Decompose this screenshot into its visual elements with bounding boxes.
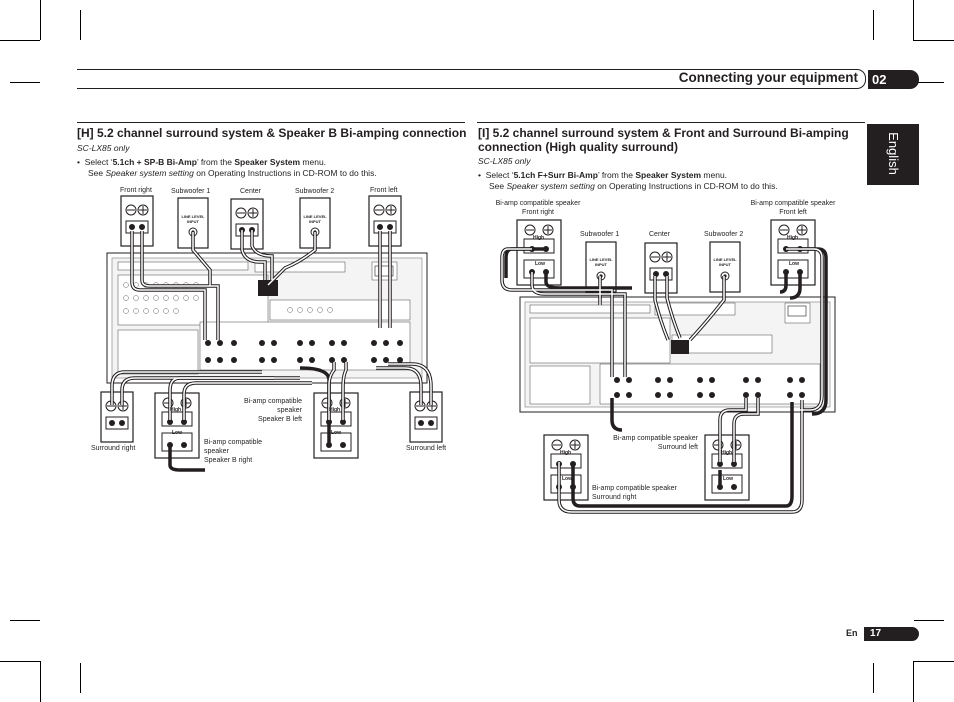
- surround-right-label: Surround right: [91, 445, 136, 452]
- high-label: High: [721, 450, 733, 456]
- text: LINE LEVEL: [181, 214, 205, 219]
- text: Surround right: [592, 494, 637, 501]
- text: speaker: [277, 407, 302, 414]
- front-right-speaker: [121, 196, 153, 246]
- subwoofer-1-label: Subwoofer 1: [580, 231, 620, 238]
- subwoofer-2-label: Subwoofer 2: [295, 188, 335, 195]
- text: menu.: [300, 157, 327, 167]
- text: Surround left: [657, 444, 698, 451]
- high-label: High: [560, 450, 572, 456]
- footer-language: En: [846, 628, 858, 638]
- surround-left-label: Surround left: [406, 445, 447, 452]
- text: Front right: [522, 209, 554, 216]
- low-label: Low: [331, 430, 341, 436]
- surround-right-speaker: [101, 392, 133, 442]
- section-i-model: SC-LX85 only: [478, 156, 531, 166]
- center-speaker: [645, 243, 677, 293]
- line-level-label: [181, 214, 205, 224]
- low-label: Low: [789, 261, 799, 267]
- section-i-title-1: [I] 5.2 channel surround system & Front and Surround Bi-amping: [478, 126, 849, 140]
- front-right-biamp: [517, 220, 561, 285]
- menu-option: 5.1ch F+Surr Bi-Amp: [513, 170, 598, 180]
- low-label: Low: [723, 476, 733, 482]
- center-label: Center: [649, 231, 671, 238]
- surround-left-label: [600, 434, 698, 452]
- front-left-biamp: [771, 220, 815, 285]
- line-level-label: [713, 257, 737, 267]
- text: Bi-amp compatible speaker: [613, 435, 698, 442]
- section-h-model: SC-LX85 only: [77, 143, 130, 153]
- high-label: High: [329, 407, 341, 413]
- speaker-b-left-biamp: [314, 393, 358, 458]
- low-label: Low: [172, 430, 182, 436]
- text: ’ from the: [597, 170, 636, 180]
- surround-left-speaker: [410, 392, 442, 442]
- low-label: Low: [562, 476, 572, 482]
- language-label: English: [886, 132, 901, 175]
- high-label: High: [533, 235, 545, 241]
- speaker-b-left-label: [238, 397, 302, 424]
- center-speaker: [231, 199, 263, 249]
- line-level-label: [303, 214, 327, 224]
- speaker-b-right-label: [204, 438, 274, 465]
- surround-left-biamp: [705, 435, 749, 500]
- text: Bi-amp compatible speaker: [750, 200, 836, 207]
- text: Speaker B right: [204, 457, 253, 464]
- bullet: •: [77, 157, 85, 167]
- front-right-label: [490, 199, 586, 217]
- text: Speaker B left: [258, 416, 302, 423]
- high-label: High: [787, 235, 799, 241]
- high-label: High: [170, 407, 182, 413]
- menu-name: Speaker System: [635, 170, 702, 180]
- page-title: Connecting your equipment: [678, 70, 858, 85]
- text: Bi-amp compatible: [244, 398, 302, 405]
- center-label: Center: [240, 188, 262, 195]
- front-right-label: Front right: [120, 187, 152, 194]
- section-i-title-2: connection (High quality surround): [478, 140, 678, 154]
- text: Bi-amp compatible: [204, 439, 262, 446]
- section-h-title: [H] 5.2 channel surround system & Speaker B Bi-amping connection: [77, 126, 467, 140]
- text: LINE LEVEL: [303, 214, 327, 219]
- subwoofer-1-label: Subwoofer 1: [171, 188, 211, 195]
- reference: Speaker system setting: [105, 168, 194, 178]
- text: LINE LEVEL: [713, 257, 737, 262]
- text: LINE LEVEL: [589, 257, 613, 262]
- bullet: •: [478, 170, 486, 180]
- text: INPUT: [187, 219, 199, 224]
- front-left-label: Front left: [370, 187, 398, 194]
- text: INPUT: [309, 219, 321, 224]
- line-level-label: [589, 257, 613, 267]
- text: Select ‘: [84, 157, 113, 167]
- text: See: [489, 181, 507, 191]
- text: Bi-amp compatible speaker: [495, 200, 581, 207]
- surround-right-biamp: [544, 435, 588, 500]
- text: speaker: [204, 448, 229, 455]
- front-left-speaker: [369, 196, 401, 246]
- text: INPUT: [595, 262, 607, 267]
- speaker-b-right-biamp: [155, 393, 199, 458]
- menu-option: 5.1ch + SP-B Bi-Amp: [112, 157, 197, 167]
- surround-right-label: [592, 484, 692, 502]
- reference: Speaker system setting: [506, 181, 595, 191]
- chapter-number: 02: [868, 70, 919, 89]
- front-left-label: [745, 199, 841, 217]
- text: Front left: [779, 209, 807, 216]
- low-label: Low: [535, 261, 545, 267]
- page-number: 17: [864, 627, 919, 641]
- text: INPUT: [719, 262, 731, 267]
- text: See: [88, 168, 106, 178]
- text: Bi-amp compatible speaker: [592, 485, 677, 492]
- text: Select ‘: [485, 170, 514, 180]
- menu-name: Speaker System: [234, 157, 301, 167]
- subwoofer-2-label: Subwoofer 2: [704, 231, 744, 238]
- text: on Operating Instructions in CD-ROM to do this.: [594, 181, 778, 191]
- text: on Operating Instructions in CD-ROM to do this.: [193, 168, 377, 178]
- text: menu.: [701, 170, 728, 180]
- text: ’ from the: [196, 157, 235, 167]
